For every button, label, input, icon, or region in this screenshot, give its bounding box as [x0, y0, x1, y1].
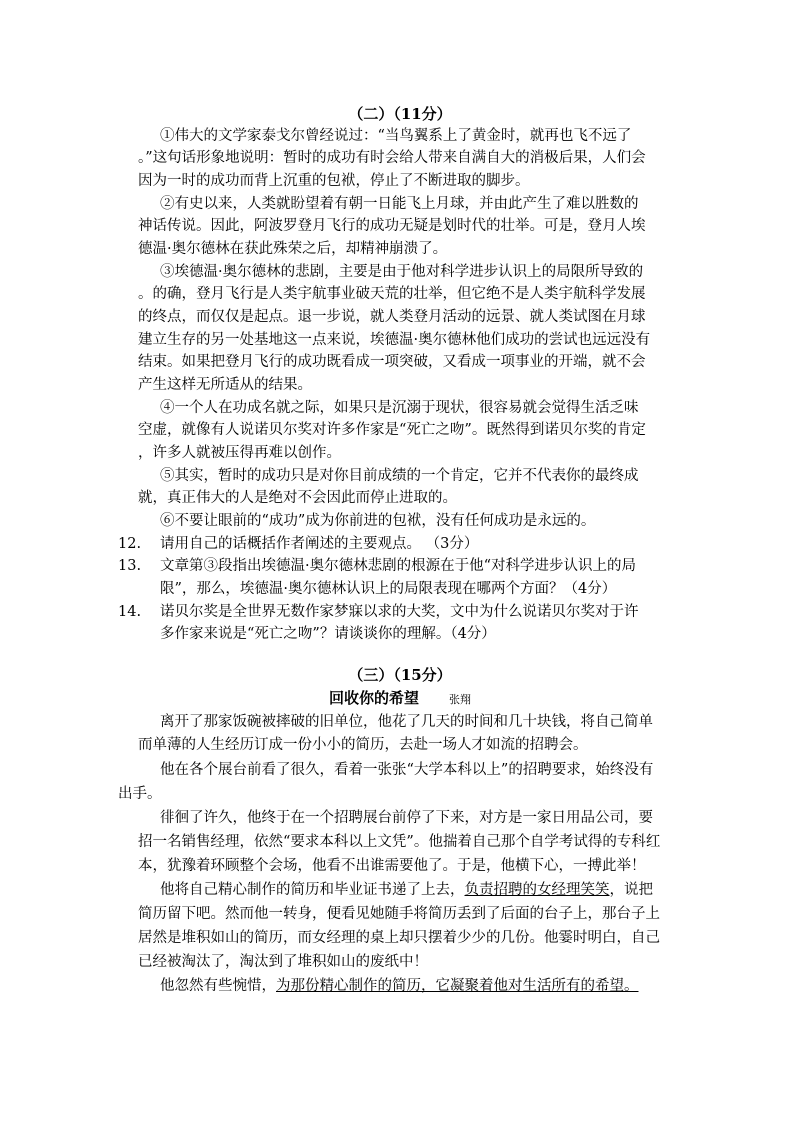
s2-p4-line-1: ④一个人在功成名就之际，如果只是沉溺于现状，很容易就会觉得生活乏味: [160, 400, 639, 416]
s2-p3-line-1: ③埃德温·奥尔德林的悲剧，主要是由于他对科学进步认识上的局限所导致的: [160, 264, 644, 280]
s2-p3-line-5: 结束。如果把登月飞行的成功既看成一项突破，又看成一项事业的开端，就不会: [138, 354, 646, 370]
s3-p5-underlined: 为那份精心制作的简历，它凝聚着他对生活所有的希望。: [276, 978, 639, 994]
s2-p4-line-2: 空虚，就像有人说诺贝尔奖对许多作家是“死亡之吻”。既然得到诺贝尔奖的肯定: [138, 422, 646, 438]
s3-p5-text-a: 他忽然有些惋惜，: [160, 978, 276, 994]
s3-p4-underlined: 负责招聘的女经理笑笑: [464, 882, 610, 898]
s3-p4-text-b: ，说把: [609, 882, 653, 898]
s3-p3-line-1: 徘徊了许久，他终于在一个招聘展台前停了下来，对方是一家日用品公司，要: [160, 810, 653, 826]
s2-p3-line-6: 产生这样无所适从的结果。: [138, 377, 312, 393]
question-13-line-1: 文章第③段指出埃德温·奥尔德林悲剧的根源在于他“对科学进步认识上的局: [160, 558, 637, 574]
s2-p4-line-3: ，许多人就被压得再难以创作。: [138, 445, 341, 461]
question-12-text: 请用自己的话概括作者阐述的主要观点。 （3分）: [160, 536, 479, 552]
s2-p5-line-2: 就，真正伟大的人是绝对不会因此而停止进取的。: [138, 490, 457, 506]
question-14-line-2: 多作家来说是“死亡之吻”？请谈谈你的理解。（4分）: [160, 626, 496, 642]
s3-p4-line-2: 简历留下吧。然而他一转身，便看见她随手将简历丢到了后面的台子上，那台子上: [138, 906, 660, 922]
question-14-line-1: 诺贝尔奖是全世界无数作家梦寐以求的大奖，文中为什么说诺贝尔奖对于许: [160, 604, 639, 620]
s3-p1-line-2: 而单薄的人生经历订成一份小小的简历，去赴一场人才如流的招聘会。: [138, 737, 588, 753]
s2-p3-line-3: 的终点，而仅仅是起点。退一步说，就人类登月活动的远景、就人类试图在月球: [138, 309, 646, 325]
question-13-number: 13.: [118, 558, 142, 574]
s2-p2-line-2: 神话传说。因此，阿波罗登月飞行的成功无疑是划时代的壮举。可是，登月人埃: [138, 218, 646, 234]
s2-p5-line-1: ⑤其实，暂时的成功只是对你目前成绩的一个肯定，它并不代表你的最终成: [160, 468, 639, 484]
s3-p3-line-3: 本，犹豫着环顾整个会场，他看不出谁需要他了。于是，他横下心，一搏此举！: [138, 858, 646, 874]
s3-p5-line-1: [160, 976, 639, 996]
s2-p1-line-2: 。”这句话形象地说明：暂时的成功有时会给人带来自满自大的消极后果，人们会: [138, 150, 646, 166]
s2-p3-line-2: 。的确，登月飞行是人类宇航事业破天荒的壮举，但它绝不是人类宇航科学发展: [138, 286, 646, 302]
s2-p3-line-4: 建立生存的另一处基地这一点来说，埃德温·奥尔德林他们成功的尝试也远远没有: [138, 332, 651, 348]
s3-p4-text-a: 他将自己精心制作的简历和毕业证书递了上去，: [160, 882, 465, 898]
section-3-heading: （三）（15分）: [348, 666, 452, 684]
question-12-number: 12.: [118, 536, 142, 552]
question-14-number: 14.: [118, 604, 142, 620]
story-title-block: [120, 687, 680, 708]
s2-p2-line-1: ②有史以来，人类就盼望着有朝一日能飞上月球，并由此产生了难以胜数的: [160, 196, 639, 212]
s3-p4-line-3: 居然是堆积如山的简历，而女经理的桌上却只摆着少少的几份。他霎时明白，自己: [138, 930, 660, 946]
s2-p6-line-1: ⑥不要让眼前的“成功”成为你前进的包袱，没有任何成功是永远的。: [160, 513, 596, 529]
s3-p1-line-1: 离开了那家饭碗被摔破的旧单位，他花了几天的时间和几十块钱，将自己简单: [160, 714, 653, 730]
s3-p3-line-2: 招一名销售经理，依然“要求本科以上文凭”。他揣着自己那个自学考试得的专科红: [138, 834, 661, 850]
story-author: 张翔: [449, 693, 471, 706]
story-title: 回收你的希望: [328, 689, 419, 707]
section-2-heading: （二）（11分）: [348, 105, 452, 123]
s3-p4-line-1: [160, 880, 653, 900]
s3-p2-line-2: 出手。: [118, 786, 162, 802]
s2-p1-line-1: ①伟大的文学家泰戈尔曾经说过：“当鸟翼系上了黄金时，就再也飞不远了: [160, 128, 632, 144]
s3-p4-line-4: 已经被淘汰了，淘汰到了堆积如山的废纸中！: [138, 954, 428, 970]
s2-p2-line-3: 德温·奥尔德林在获此殊荣之后，却精神崩溃了。: [138, 241, 448, 257]
s2-p1-line-3: 因为一时的成功而背上沉重的包袱，停止了不断进取的脚步。: [138, 173, 530, 189]
s3-p2-line-1: 他在各个展台前看了很久，看着一张张“大学本科以上”的招聘要求，始终没有: [160, 762, 654, 778]
question-13-line-2: 限”，那么，埃德温·奥尔德林认识上的局限表现在哪两个方面？（4分）: [160, 581, 617, 597]
